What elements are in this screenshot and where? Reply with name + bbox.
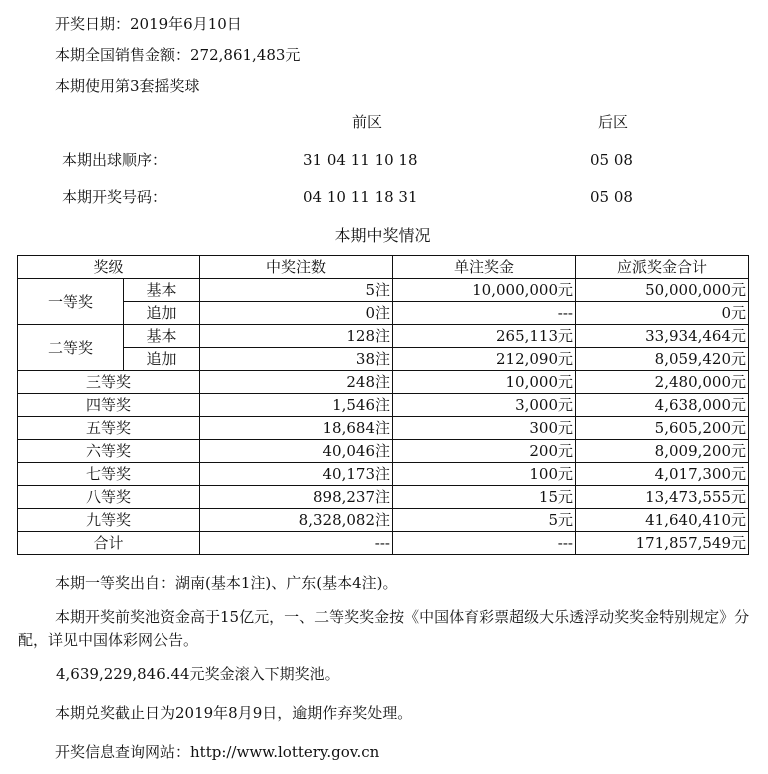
total-prize: 33,934,464元 <box>576 325 749 348</box>
draw-order-back: 05 08 <box>590 151 633 169</box>
winner-count: 1,546注 <box>200 394 393 417</box>
prize-level: 六等奖 <box>18 440 200 463</box>
sum-count: --- <box>200 532 393 555</box>
prize-type: 基本 <box>124 325 200 348</box>
winner-count: 0注 <box>200 302 393 325</box>
table-row <box>18 325 749 348</box>
header-level: 奖级 <box>18 256 200 279</box>
winner-count: 248注 <box>200 371 393 394</box>
total-prize: 41,640,410元 <box>576 509 749 532</box>
unit-prize: 10,000元 <box>393 371 576 394</box>
prize-type: 基本 <box>124 279 200 302</box>
prize-table-title: 本期中奖情况 <box>334 226 431 245</box>
header-count: 中奖注数 <box>200 256 393 279</box>
prize-table <box>17 255 749 555</box>
sum-unit: --- <box>393 532 576 555</box>
winner-count: 40,173注 <box>200 463 393 486</box>
draw-order-front: 31 04 11 10 18 <box>303 151 418 169</box>
rollover-note: 4,639,229,846.44元奖金滚入下期奖池。 <box>56 665 340 683</box>
prize-level: 三等奖 <box>18 371 200 394</box>
first-prize-origin: 本期一等奖出自：湖南(基本1注)、广东(基本4注)。 <box>55 574 398 592</box>
total-prize: 4,638,000元 <box>576 394 749 417</box>
prize-type: 追加 <box>124 348 200 371</box>
header-total-prize: 应派奖金合计 <box>576 256 749 279</box>
prize-level: 七等奖 <box>18 463 200 486</box>
table-row <box>18 279 749 302</box>
table-row <box>18 394 749 417</box>
second-prize-level: 二等奖 <box>18 325 124 371</box>
unit-prize: --- <box>393 302 576 325</box>
unit-prize: 15元 <box>393 486 576 509</box>
first-prize-level: 一等奖 <box>18 279 124 325</box>
table-sum-row <box>18 532 749 555</box>
table-header-row <box>18 256 749 279</box>
unit-prize: 3,000元 <box>393 394 576 417</box>
total-prize: 8,059,420元 <box>576 348 749 371</box>
winner-count: 898,237注 <box>200 486 393 509</box>
winner-count: 8,328,082注 <box>200 509 393 532</box>
table-row <box>18 371 749 394</box>
draw-date: 开奖日期：2019年6月10日 <box>55 15 242 33</box>
table-row <box>18 417 749 440</box>
total-prize: 50,000,000元 <box>576 279 749 302</box>
prize-level: 九等奖 <box>18 509 200 532</box>
header-unit-prize: 单注奖金 <box>393 256 576 279</box>
table-row <box>18 463 749 486</box>
total-prize: 4,017,300元 <box>576 463 749 486</box>
sales-amount: 本期全国销售金额：272,861,483元 <box>55 46 301 64</box>
prize-level: 四等奖 <box>18 394 200 417</box>
table-row <box>18 486 749 509</box>
total-prize: 0元 <box>576 302 749 325</box>
draw-result-label: 本期开奖号码： <box>62 188 168 206</box>
unit-prize: 265,113元 <box>393 325 576 348</box>
winner-count: 18,684注 <box>200 417 393 440</box>
draw-result-front: 04 10 11 18 31 <box>303 188 418 206</box>
draw-order-label: 本期出球顺序： <box>62 151 168 169</box>
table-row <box>18 440 749 463</box>
sum-total: 171,857,549元 <box>576 532 749 555</box>
draw-result-back: 05 08 <box>590 188 633 206</box>
back-zone-label: 后区 <box>598 113 629 131</box>
total-prize: 2,480,000元 <box>576 371 749 394</box>
deadline-note: 本期兑奖截止日为2019年8月9日，逾期作弃奖处理。 <box>55 704 413 722</box>
total-prize: 5,605,200元 <box>576 417 749 440</box>
prize-level: 五等奖 <box>18 417 200 440</box>
winner-count: 38注 <box>200 348 393 371</box>
table-row <box>18 302 749 325</box>
unit-prize: 200元 <box>393 440 576 463</box>
sum-label: 合计 <box>18 532 200 555</box>
unit-prize: 100元 <box>393 463 576 486</box>
winner-count: 128注 <box>200 325 393 348</box>
table-row <box>18 509 749 532</box>
prize-level: 八等奖 <box>18 486 200 509</box>
winner-count: 5注 <box>200 279 393 302</box>
winner-count: 40,046注 <box>200 440 393 463</box>
total-prize: 8,009,200元 <box>576 440 749 463</box>
unit-prize: 300元 <box>393 417 576 440</box>
website-note: 开奖信息查询网站：http://www.lottery.gov.cn <box>55 743 380 761</box>
front-zone-label: 前区 <box>352 113 383 131</box>
total-prize: 13,473,555元 <box>576 486 749 509</box>
prize-type: 追加 <box>124 302 200 325</box>
pool-rule-note: 本期开奖前奖池资金高于15亿元，一、二等奖奖金按《中国体育彩票超级大乐透浮动奖奖金特别规定》分配，详见中国体彩网公告。 <box>18 608 750 649</box>
table-row <box>18 348 749 371</box>
unit-prize: 5元 <box>393 509 576 532</box>
unit-prize: 212,090元 <box>393 348 576 371</box>
ball-set: 本期使用第3套摇奖球 <box>55 77 200 95</box>
unit-prize: 10,000,000元 <box>393 279 576 302</box>
